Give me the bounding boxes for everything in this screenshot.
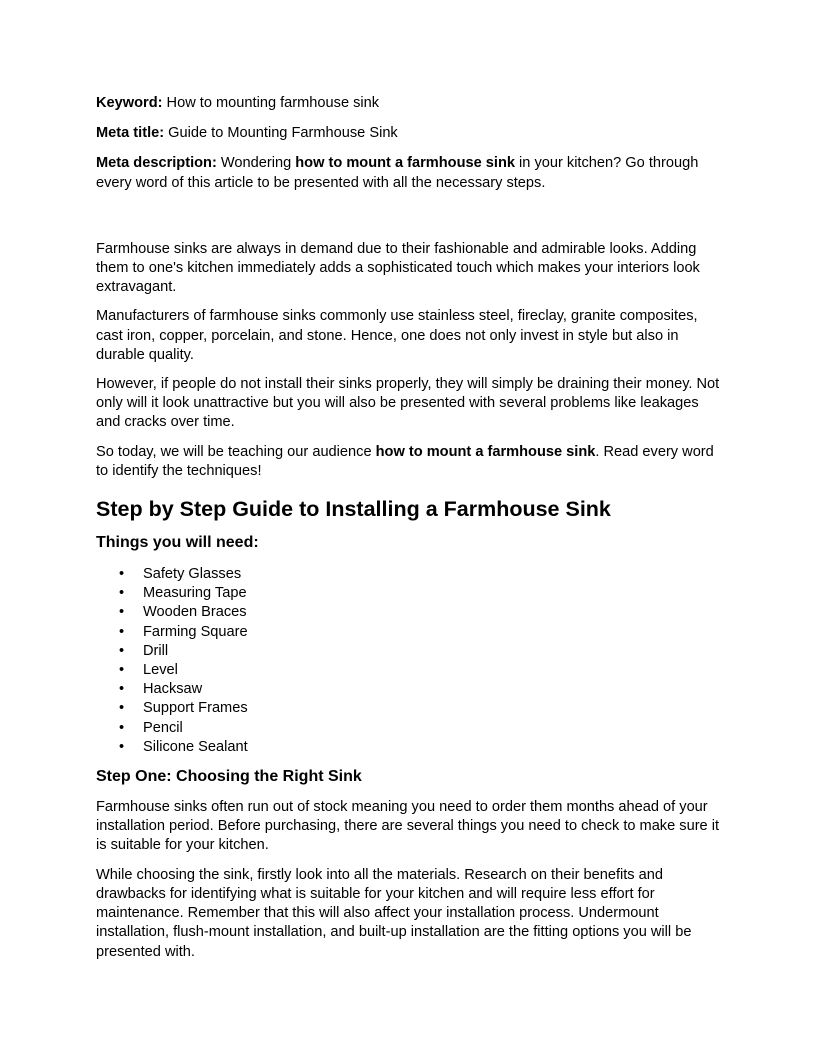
list-item-label: Support Frames [143,700,248,717]
list-item [96,738,726,757]
meta-description-line [96,154,726,192]
list-item-label: Wooden Braces [143,604,247,621]
list-item [96,661,726,680]
meta-title-value: Guide to Mounting Farmhouse Sink [164,125,398,142]
document-page [96,94,726,972]
intro-paragraph-4 [96,443,726,481]
meta-title-line [96,124,726,143]
meta-description-label: Meta description: [96,155,217,172]
list-item-label: Measuring Tape [143,585,247,602]
intro-paragraph-2: Manufacturers of farmhouse sinks commonly use stainless steel, fireclay, granite composites, cast iron, copper, porcelain, and stone. Hence, one does not only invest in style but also in durable quality. [96,308,698,363]
main-heading: Step by Step Guide to Installing a Farmhouse Sink [96,497,611,522]
bullet-icon: • [119,738,125,755]
list-item [96,623,726,642]
bullet-icon: • [119,623,125,640]
step-one-paragraph-1: Farmhouse sinks often run out of stock meaning you need to order them months ahead of your installation period. Before purchasing, there are several things you need to check to make sure it is suitable for your kitchen. [96,799,720,854]
meta-description-post: in your kitchen? Go through every word of this article to be presented with all the necessary steps. [96,155,699,191]
list-item [96,584,726,603]
step-one-heading: Step One: Choosing the Right Sink [96,768,362,786]
spacer [96,204,726,240]
bullet-icon: • [119,700,125,717]
keyword-value: How to mounting farmhouse sink [162,95,380,111]
list-item-label: Drill [143,642,169,659]
list-item [96,642,726,661]
list-item [96,699,726,718]
bullet-icon: • [119,566,125,583]
list-item [96,603,726,622]
list-item-label: Hacksaw [143,681,203,698]
list-item-label: Pencil [143,719,183,736]
bullet-icon: • [119,662,125,679]
list-item-label: Farming Square [143,623,248,640]
bullet-icon: • [119,604,125,621]
intro-last-bold: how to mount a farmhouse sink [375,443,596,460]
keyword-line [96,94,726,113]
intro-paragraph-1: Farmhouse sinks are always in demand due to their fashionable and admirable looks. Adding them to one's kitchen immediately adds a sophisticated touch which makes your interiors look extravagant. [96,240,700,296]
bullet-icon: • [119,719,125,736]
intro-paragraph-3: However, if people do not install their sinks properly, they will simply be draining their money. Not only will it look unattractive but you will also be presented with several problems like leakages and cracks over time. [96,376,720,431]
meta-title-label: Meta title: [96,125,165,142]
bullet-icon: • [119,642,125,659]
meta-description-pre: Wondering [216,155,296,172]
things-heading: Things you will need: [96,534,259,552]
step-one-paragraph-2: While choosing the sink, firstly look into all the materials. Research on their benefits and drawbacks for identifying what is suitable for your kitchen and will require less effort for maintenance. Remember that this will also affect your installation process. Undermount installation, flush-mount installation, and built-up installation are the fitting options you will be presented with. [96,866,692,960]
tools-list [96,565,726,757]
bullet-icon: • [119,585,125,602]
list-item-label: Silicone Sealant [143,738,248,755]
intro-last-pre: So today, we will be teaching our audience [96,443,376,460]
list-item-label: Level [143,662,178,679]
list-item [96,719,726,738]
list-item-label: Safety Glasses [143,566,242,583]
list-item [96,565,726,584]
meta-description-bold: how to mount a farmhouse sink [295,155,515,172]
bullet-icon: • [119,681,125,698]
intro-last-post: . Read every word to identify the techniques! [96,443,714,479]
keyword-label: Keyword: [96,95,163,111]
list-item [96,680,726,699]
